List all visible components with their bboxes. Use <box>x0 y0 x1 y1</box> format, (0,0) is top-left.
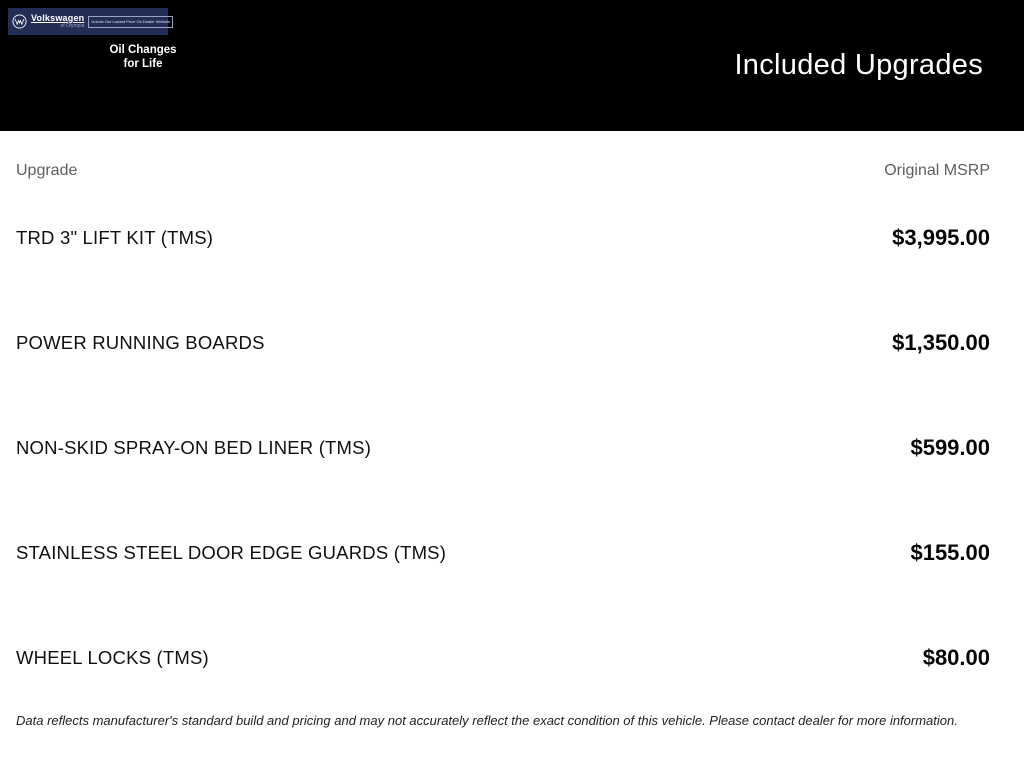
table-row <box>16 605 990 710</box>
column-header-msrp: Original MSRP <box>884 162 990 179</box>
table-row <box>16 185 990 290</box>
upgrade-rows <box>16 185 990 710</box>
upgrade-name: STAINLESS STEEL DOOR EDGE GUARDS (TMS) <box>16 541 447 563</box>
dealer-banner <box>8 8 171 35</box>
disclaimer-text: Data reflects manufacturer's standard build and pricing and may not accurately reflect the exact condition of this vehicle. Please contact dealer for more information. <box>16 713 958 728</box>
page-title: Included Upgrades <box>734 49 983 81</box>
oil-changes-tagline: Oil Changes for Life <box>109 44 177 70</box>
upgrades-table <box>0 161 1024 729</box>
upgrade-price: $155.00 <box>910 539 990 565</box>
dealer-logo[interactable] <box>8 8 177 70</box>
dealer-brand-name: Volkswagen <box>31 13 85 23</box>
upgrade-name: TRD 3" LIFT KIT (TMS) <box>16 226 214 248</box>
table-row <box>16 290 990 395</box>
upgrade-name: WHEEL LOCKS (TMS) <box>16 646 209 668</box>
column-header-upgrade: Upgrade <box>16 162 78 179</box>
upgrade-price: $80.00 <box>922 644 990 670</box>
dealer-brand-block <box>31 14 84 29</box>
table-row <box>16 500 990 605</box>
upgrade-price: $3,995.00 <box>892 224 990 250</box>
upgrade-price: $599.00 <box>910 434 990 460</box>
lowest-price-button[interactable]: Unlock Our Lowest Price On Dealer Website <box>88 16 173 28</box>
table-row <box>16 395 990 500</box>
upgrade-name: POWER RUNNING BOARDS <box>16 331 265 353</box>
dealer-location: of Olympia <box>60 23 85 29</box>
table-header-row <box>16 161 990 180</box>
upgrade-price: $1,350.00 <box>892 329 990 355</box>
vw-logo-icon <box>12 14 27 29</box>
page-header <box>0 0 1024 131</box>
upgrade-name: NON-SKID SPRAY-ON BED LINER (TMS) <box>16 436 372 458</box>
